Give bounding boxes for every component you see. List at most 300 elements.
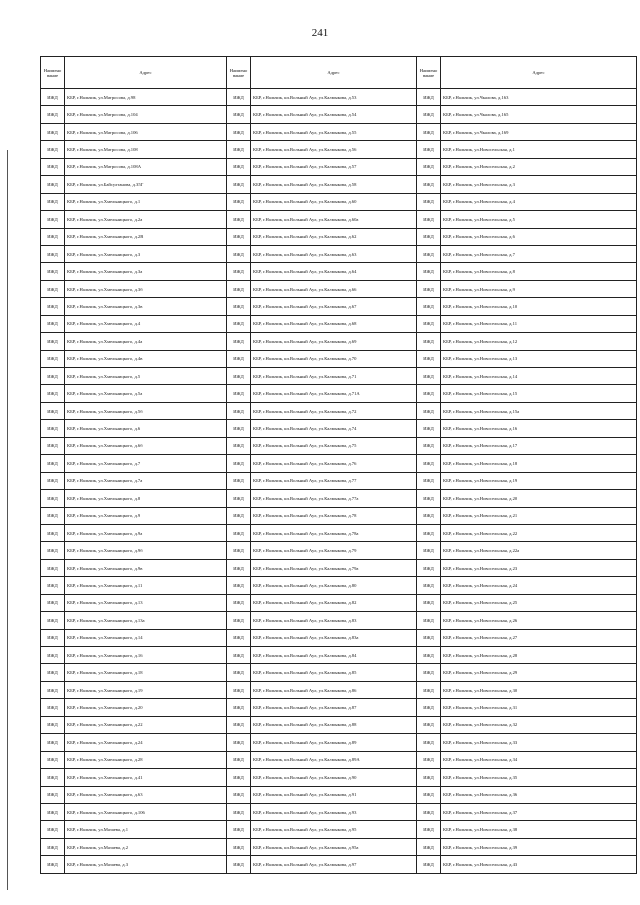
object-type-cell: ИЖД [41,89,65,106]
object-type-cell: ИЖД [227,368,251,385]
object-type-cell: ИЖД [227,681,251,698]
object-type-cell: ИЖД [227,786,251,803]
address-cell: КБР, г.Нальчик, ул.Новосельская, д.39 [441,838,637,855]
address-cell: КБР, г.Нальчик, ул.Новосельская, д.2 [441,158,637,175]
address-cell: КБР, г.Нальчик, кп.Вольный Аул, ул.Калмыкова, д.62 [251,228,417,245]
address-cell: КБР, г.Нальчик, ул.Новосельская, д.14 [441,368,637,385]
address-column-header: Адрес [65,57,227,89]
address-cell: КБР, г.Нальчик, кп.Вольный Аул, ул.Калмыкова, д.86 [251,681,417,698]
object-type-cell: ИЖД [227,542,251,559]
address-cell: КБР, г.Нальчик, ул.Хмельницкого, д.3в [65,298,227,315]
object-type-cell: ИЖД [227,245,251,262]
table-row [41,577,637,594]
address-cell: КБР, г.Нальчик, ул.Хмельницкого, д.28 [65,751,227,768]
object-type-cell: ИЖД [227,158,251,175]
address-cell: КБР, г.Нальчик, ул.Мазаева, д.3 [65,856,227,873]
object-type-cell: ИЖД [41,507,65,524]
object-type-cell: ИЖД [41,141,65,158]
address-cell: КБР, г.Нальчик, кп.Вольный Аул, ул.Калмыкова, д.63 [251,245,417,262]
table-row [41,821,637,838]
address-cell: КБР, г.Нальчик, ул.Новосельская, д.36 [441,786,637,803]
address-cell: КБР, г.Нальчик, кп.Вольный Аул, ул.Калмыкова, д.87 [251,699,417,716]
address-cell: КБР, г.Нальчик, кп.Вольный Аул, ул.Калмыкова, д.74 [251,420,417,437]
object-type-cell: ИЖД [41,211,65,228]
object-type-cell: ИЖД [227,769,251,786]
address-cell: КБР, г.Нальчик, ул.Хмельницкого, д.8 [65,490,227,507]
address-cell: КБР, г.Нальчик, кп.Вольный Аул, ул.Калмыкова, д.57 [251,158,417,175]
address-cell: КБР, г.Нальчик, ул.Хмельницкого, д.24 [65,734,227,751]
object-type-cell: ИЖД [41,542,65,559]
object-type-cell: ИЖД [417,559,441,576]
object-type-cell: ИЖД [417,280,441,297]
address-cell: КБР, г.Нальчик, ул.Хмельницкого, д.19 [65,681,227,698]
object-type-cell: ИЖД [227,716,251,733]
object-type-cell: ИЖД [227,699,251,716]
address-cell: КБР, г.Нальчик, ул.Хмельницкого, д.9 [65,507,227,524]
object-type-cell: ИЖД [41,734,65,751]
address-cell: КБР, г.Нальчик, кп.Вольный Аул, ул.Калмыкова, д.78а [251,524,417,541]
address-cell: КБР, г.Нальчик, ул.Новосельская, д.15 [441,385,637,402]
object-type-cell: ИЖД [417,647,441,664]
address-cell: КБР, г.Нальчик, ул.Хмельницкого, д.4а [65,333,227,350]
table-row [41,298,637,315]
object-type-cell: ИЖД [417,228,441,245]
address-cell: КБР, г.Нальчик, ул.Новосельская, д.11 [441,315,637,332]
table-row [41,228,637,245]
object-type-cell: ИЖД [41,245,65,262]
table-row [41,472,637,489]
address-cell: КБР, г.Нальчик, кп.Вольный Аул, ул.Калмыкова, д.64 [251,263,417,280]
address-cell: КБР, г.Нальчик, ул.Новосельская, д.25 [441,594,637,611]
object-type-cell: ИЖД [417,263,441,280]
object-type-cell: ИЖД [41,385,65,402]
address-cell: КБР, г.Нальчик, ул.Матросова, д.98 [65,89,227,106]
table-row [41,803,637,820]
address-cell: КБР, г.Нальчик, кп.Вольный Аул, ул.Калмыкова, д.88 [251,716,417,733]
address-cell: КБР, г.Нальчик, ул.Новосельская, д.30 [441,681,637,698]
address-cell: КБР, г.Нальчик, ул.Хмельницкого, д.7а [65,472,227,489]
table-row [41,856,637,873]
object-type-cell: ИЖД [417,123,441,140]
address-cell: КБР, г.Нальчик, ул.Новосельская, д.18 [441,455,637,472]
table-row [41,141,637,158]
object-type-cell: ИЖД [417,803,441,820]
page-number: 241 [311,27,329,39]
address-cell: КБР, г.Нальчик, ул.Хмельницкого, д.18 [65,664,227,681]
address-cell: КБР, г.Нальчик, ул.Новосельская, д.4 [441,193,637,210]
object-type-cell: ИЖД [227,856,251,873]
address-cell: КБР, г.Нальчик, ул.Новосельская, д.13 [441,350,637,367]
object-type-cell: ИЖД [227,298,251,315]
table-row [41,681,637,698]
table-row [41,838,637,855]
address-cell: КБР, г.Нальчик, ул.Новосельская, д.43 [441,856,637,873]
object-type-cell: ИЖД [41,594,65,611]
object-type-cell: ИЖД [41,158,65,175]
table-row [41,123,637,140]
table-row [41,594,637,611]
address-cell: КБР, г.Нальчик, кп.Вольный Аул, ул.Калмыкова, д.71А [251,385,417,402]
address-cell: КБР, г.Нальчик, ул.Новосельская, д.6 [441,228,637,245]
address-cell: КБР, г.Нальчик, ул.Хмельницкого, д.6б [65,437,227,454]
address-cell: КБР, г.Нальчик, ул.Новосельская, д.32 [441,716,637,733]
object-type-cell: ИЖД [417,298,441,315]
address-cell: КБР, г.Нальчик, ул.Новосельская, д.20 [441,490,637,507]
object-type-cell: ИЖД [417,699,441,716]
object-type-cell: ИЖД [41,647,65,664]
address-cell: КБР, г.Нальчик, кп.Вольный Аул, ул.Калмыкова, д.79а [251,559,417,576]
address-cell: КБР, г.Нальчик, ул.Чкалова, д.165 [441,106,637,123]
object-type-cell: ИЖД [227,280,251,297]
address-cell: КБР, г.Нальчик, кп.Вольный Аул, ул.Калмыкова, д.75 [251,437,417,454]
address-cell: КБР, г.Нальчик, ул.Новосельская, д.12 [441,333,637,350]
address-cell: КБР, г.Нальчик, ул.Матросова, д.104 [65,106,227,123]
object-type-cell: ИЖД [417,420,441,437]
address-cell: КБР, г.Нальчик, кп.Вольный Аул, ул.Калмыкова, д.95 [251,821,417,838]
address-cell: КБР, г.Нальчик, ул.Новосельская, д.7 [441,245,637,262]
address-cell: КБР, г.Нальчик, ул.Новосельская, д.22а [441,542,637,559]
address-cell: КБР, г.Нальчик, кп.Вольный Аул, ул.Калмыкова, д.91 [251,786,417,803]
address-cell: КБР, г.Нальчик, ул.Хмельницкого, д.3б [65,280,227,297]
address-cell: КБР, г.Нальчик, кп.Вольный Аул, ул.Калмыкова, д.68 [251,315,417,332]
table-row [41,559,637,576]
table-row [41,455,637,472]
object-type-cell: ИЖД [417,716,441,733]
address-cell: КБР, г.Нальчик, ул.Матросова, д.106 [65,123,227,140]
address-cell: КБР, г.Нальчик, кп.Вольный Аул, ул.Калмыкова, д.56 [251,141,417,158]
object-type-cell: ИЖД [417,350,441,367]
address-cell: КБР, г.Нальчик, ул.Новосельская, д.23 [441,559,637,576]
address-cell: КБР, г.Нальчик, ул.Новосельская, д.19 [441,472,637,489]
table-row [41,490,637,507]
object-type-cell: ИЖД [41,490,65,507]
table-row [41,89,637,106]
address-cell: КБР, г.Нальчик, кп.Вольный Аул, ул.Калмыкова, д.79 [251,542,417,559]
object-type-cell: ИЖД [417,141,441,158]
object-type-cell: ИЖД [227,647,251,664]
address-cell: КБР, г.Нальчик, кп.Вольный Аул, ул.Калмыкова, д.83 [251,612,417,629]
object-type-cell: ИЖД [41,176,65,193]
object-type-cell: ИЖД [41,577,65,594]
address-cell: КБР, г.Нальчик, ул.Хмельницкого, д.9а [65,524,227,541]
address-cell: КБР, г.Нальчик, ул.Хмельницкого, д.20 [65,699,227,716]
address-cell: КБР, г.Нальчик, ул.Новосельская, д.1 [441,141,637,158]
table-row [41,315,637,332]
address-cell: КБР, г.Нальчик, ул.Новосельская, д.16 [441,420,637,437]
object-type-cell: ИЖД [227,228,251,245]
address-cell: КБР, г.Нальчик, ул.Новосельская, д.9 [441,280,637,297]
object-type-cell: ИЖД [41,280,65,297]
table-row [41,542,637,559]
table-row [41,612,637,629]
object-type-cell: ИЖД [41,420,65,437]
object-type-cell: ИЖД [227,437,251,454]
address-cell: КБР, г.Нальчик, кп.Вольный Аул, ул.Калмыкова, д.60а [251,211,417,228]
object-type-cell: ИЖД [227,420,251,437]
address-cell: КБР, г.Нальчик, ул.Мазаева, д.1 [65,821,227,838]
address-cell: КБР, г.Нальчик, ул.Хмельницкого, д.6 [65,420,227,437]
object-type-cell: ИЖД [227,612,251,629]
object-type-cell: ИЖД [227,141,251,158]
address-cell: КБР, г.Нальчик, ул.Хмельницкого, д.22 [65,716,227,733]
table-row [41,245,637,262]
address-cell: КБР, г.Нальчик, ул.Новосельская, д.17 [441,437,637,454]
address-cell: КБР, г.Нальчик, ул.Хмельницкого, д.3а [65,263,227,280]
address-cell: КБР, г.Нальчик, кп.Вольный Аул, ул.Калмыкова, д.58 [251,176,417,193]
address-cell: КБР, г.Нальчик, ул.Новосельская, д.34 [441,751,637,768]
type-column-header: Наименование [227,57,251,89]
object-type-cell: ИЖД [227,315,251,332]
object-type-cell: ИЖД [417,786,441,803]
table-row [41,664,637,681]
address-cell: КБР, г.Нальчик, ул.Новосельская, д.8 [441,263,637,280]
object-type-cell: ИЖД [227,176,251,193]
address-cell: КБР, г.Нальчик, кп.Вольный Аул, ул.Калмыкова, д.77а [251,490,417,507]
address-cell: КБР, г.Нальчик, кп.Вольный Аул, ул.Калмыкова, д.95а [251,838,417,855]
address-cell: КБР, г.Нальчик, ул.Хмельницкого, д.5а [65,385,227,402]
object-type-cell: ИЖД [227,803,251,820]
object-type-cell: ИЖД [41,821,65,838]
object-type-cell: ИЖД [417,629,441,646]
object-type-cell: ИЖД [41,769,65,786]
address-cell: КБР, г.Нальчик, ул.Новосельская, д.22 [441,524,637,541]
object-type-cell: ИЖД [41,472,65,489]
address-cell: КБР, г.Нальчик, ул.Хмельницкого, д.2В [65,228,227,245]
address-cell: КБР, г.Нальчик, ул.Новосельская, д.33 [441,734,637,751]
address-cell: КБР, г.Нальчик, ул.Хмельницкого, д.11 [65,577,227,594]
object-type-cell: ИЖД [41,559,65,576]
address-cell: КБР, г.Нальчик, кп.Вольный Аул, ул.Калмыкова, д.82 [251,594,417,611]
object-type-cell: ИЖД [41,298,65,315]
object-type-cell: ИЖД [227,524,251,541]
left-margin-rule [7,150,8,890]
object-type-cell: ИЖД [417,245,441,262]
object-type-cell: ИЖД [417,211,441,228]
type-column-header: Наименование [417,57,441,89]
address-cell: КБР, г.Нальчик, ул.Байсултанова, д.35Г [65,176,227,193]
object-type-cell: ИЖД [41,437,65,454]
object-type-cell: ИЖД [41,524,65,541]
address-cell: КБР, г.Нальчик, кп.Вольный Аул, ул.Калмыкова, д.76 [251,455,417,472]
address-cell: КБР, г.Нальчик, кп.Вольный Аул, ул.Калмыкова, д.85 [251,664,417,681]
object-type-cell: ИЖД [417,524,441,541]
address-cell: КБР, г.Нальчик, кп.Вольный Аул, ул.Калмыкова, д.60 [251,193,417,210]
address-cell: КБР, г.Нальчик, ул.Хмельницкого, д.13 [65,594,227,611]
address-cell: КБР, г.Нальчик, кп.Вольный Аул, ул.Калмыкова, д.69 [251,333,417,350]
object-type-cell: ИЖД [227,472,251,489]
object-type-cell: ИЖД [227,106,251,123]
address-cell: КБР, г.Нальчик, кп.Вольный Аул, ул.Калмыкова, д.84 [251,647,417,664]
address-cell: КБР, г.Нальчик, ул.Хмельницкого, д.2а [65,211,227,228]
address-cell: КБР, г.Нальчик, ул.Новосельская, д.29 [441,664,637,681]
object-type-cell: ИЖД [227,263,251,280]
object-type-cell: ИЖД [227,350,251,367]
table-row [41,193,637,210]
object-type-cell: ИЖД [41,315,65,332]
address-cell: КБР, г.Нальчик, ул.Чкалова, д.169 [441,123,637,140]
object-type-cell: ИЖД [227,629,251,646]
address-cell: КБР, г.Нальчик, ул.Хмельницкого, д.1 [65,193,227,210]
object-type-cell: ИЖД [227,123,251,140]
address-cell: КБР, г.Нальчик, ул.Хмельницкого, д.3 [65,245,227,262]
address-cell: КБР, г.Нальчик, кп.Вольный Аул, ул.Калмыкова, д.97 [251,856,417,873]
object-type-cell: ИЖД [417,664,441,681]
table-row [41,106,637,123]
address-cell: КБР, г.Нальчик, кп.Вольный Аул, ул.Калмыкова, д.70 [251,350,417,367]
table-row [41,734,637,751]
object-type-cell: ИЖД [417,821,441,838]
object-type-cell: ИЖД [41,838,65,855]
object-type-cell: ИЖД [227,333,251,350]
object-type-cell: ИЖД [41,681,65,698]
address-cell: КБР, г.Нальчик, ул.Новосельская, д.21 [441,507,637,524]
address-cell: КБР, г.Нальчик, ул.Хмельницкого, д.4 [65,315,227,332]
table-row [41,420,637,437]
address-cell: КБР, г.Нальчик, ул.Хмельницкого, д.9б [65,542,227,559]
address-cell: КБР, г.Нальчик, кп.Вольный Аул, ул.Калмыкова, д.80 [251,577,417,594]
address-cell: КБР, г.Нальчик, ул.Хмельницкого, д.5б [65,402,227,419]
object-type-cell: ИЖД [417,681,441,698]
object-type-cell: ИЖД [227,821,251,838]
object-type-cell: ИЖД [227,89,251,106]
table-row [41,176,637,193]
address-cell: КБР, г.Нальчик, кп.Вольный Аул, ул.Калмыкова, д.67 [251,298,417,315]
table-row [41,385,637,402]
address-cell: КБР, г.Нальчик, ул.Мазаева, д.2 [65,838,227,855]
address-cell: КБР, г.Нальчик, кп.Вольный Аул, ул.Калмыкова, д.72 [251,402,417,419]
address-cell: КБР, г.Нальчик, ул.Новосельская, д.3 [441,176,637,193]
address-cell: КБР, г.Нальчик, ул.Хмельницкого, д.16 [65,647,227,664]
table-row [41,437,637,454]
object-type-cell: ИЖД [41,368,65,385]
address-cell: КБР, г.Нальчик, ул.Хмельницкого, д.63 [65,786,227,803]
object-type-cell: ИЖД [417,769,441,786]
address-cell: КБР, г.Нальчик, ул.Хмельницкого, д.4в [65,350,227,367]
object-type-cell: ИЖД [41,664,65,681]
object-type-cell: ИЖД [41,123,65,140]
table-row [41,629,637,646]
table-row [41,769,637,786]
address-cell: КБР, г.Нальчик, кп.Вольный Аул, ул.Калмыкова, д.53 [251,89,417,106]
object-type-cell: ИЖД [417,193,441,210]
table-row [41,507,637,524]
object-type-cell: ИЖД [227,734,251,751]
table-header-row [41,57,637,89]
address-cell: КБР, г.Нальчик, ул.Хмельницкого, д.9в [65,559,227,576]
object-type-cell: ИЖД [227,455,251,472]
object-type-cell: ИЖД [417,176,441,193]
object-type-cell: ИЖД [227,385,251,402]
table-row [41,211,637,228]
object-type-cell: ИЖД [227,211,251,228]
address-cell: КБР, г.Нальчик, кп.Вольный Аул, ул.Калмыкова, д.66 [251,280,417,297]
address-cell: КБР, г.Нальчик, кп.Вольный Аул, ул.Калмыкова, д.55 [251,123,417,140]
object-type-cell: ИЖД [227,559,251,576]
object-type-cell: ИЖД [417,542,441,559]
address-cell: КБР, г.Нальчик, кп.Вольный Аул, ул.Калмыкова, д.54 [251,106,417,123]
address-cell: КБР, г.Нальчик, кп.Вольный Аул, ул.Калмыкова, д.90 [251,769,417,786]
address-cell: КБР, г.Нальчик, ул.Новосельская, д.27 [441,629,637,646]
table-row [41,263,637,280]
address-cell: КБР, г.Нальчик, кп.Вольный Аул, ул.Калмыкова, д.89А [251,751,417,768]
address-cell: КБР, г.Нальчик, кп.Вольный Аул, ул.Калмыкова, д.77 [251,472,417,489]
object-type-cell: ИЖД [41,751,65,768]
address-cell: КБР, г.Нальчик, ул.Новосельская, д.35 [441,769,637,786]
table-row [41,402,637,419]
object-type-cell: ИЖД [417,577,441,594]
object-type-cell: ИЖД [417,106,441,123]
table-body [41,89,637,874]
object-type-cell: ИЖД [227,577,251,594]
object-type-cell: ИЖД [417,838,441,855]
address-cell: КБР, г.Нальчик, кп.Вольный Аул, ул.Калмыкова, д.71 [251,368,417,385]
address-cell: КБР, г.Нальчик, ул.Новосельская, д.10 [441,298,637,315]
object-type-cell: ИЖД [41,455,65,472]
address-register-table [40,56,637,874]
address-cell: КБР, г.Нальчик, ул.Новосельская, д.15а [441,402,637,419]
table-row [41,699,637,716]
address-cell: КБР, г.Нальчик, ул.Новосельская, д.28 [441,647,637,664]
object-type-cell: ИЖД [417,315,441,332]
address-column-header: Адрес [441,57,637,89]
object-type-cell: ИЖД [417,158,441,175]
table-row [41,368,637,385]
object-type-cell: ИЖД [41,263,65,280]
object-type-cell: ИЖД [417,385,441,402]
table-row [41,280,637,297]
address-cell: КБР, г.Нальчик, ул.Матросова, д.108 [65,141,227,158]
object-type-cell: ИЖД [41,350,65,367]
object-type-cell: ИЖД [227,490,251,507]
table-row [41,524,637,541]
address-cell: КБР, г.Нальчик, кп.Вольный Аул, ул.Калмыкова, д.93 [251,803,417,820]
object-type-cell: ИЖД [417,734,441,751]
address-cell: КБР, г.Нальчик, ул.Хмельницкого, д.14 [65,629,227,646]
address-cell: КБР, г.Нальчик, ул.Чкалова, д.163 [441,89,637,106]
object-type-cell: ИЖД [227,402,251,419]
object-type-cell: ИЖД [417,402,441,419]
object-type-cell: ИЖД [41,228,65,245]
object-type-cell: ИЖД [417,368,441,385]
object-type-cell: ИЖД [227,193,251,210]
address-cell: КБР, г.Нальчик, ул.Новосельская, д.38 [441,821,637,838]
object-type-cell: ИЖД [227,507,251,524]
object-type-cell: ИЖД [41,333,65,350]
object-type-cell: ИЖД [41,716,65,733]
object-type-cell: ИЖД [417,612,441,629]
address-cell: КБР, г.Нальчик, кп.Вольный Аул, ул.Калмыкова, д.78 [251,507,417,524]
address-cell: КБР, г.Нальчик, ул.Новосельская, д.37 [441,803,637,820]
address-cell: КБР, г.Нальчик, ул.Новосельская, д.31 [441,699,637,716]
address-cell: КБР, г.Нальчик, ул.Хмельницкого, д.7 [65,455,227,472]
object-type-cell: ИЖД [227,664,251,681]
address-cell: КБР, г.Нальчик, ул.Новосельская, д.24 [441,577,637,594]
table-row [41,350,637,367]
address-cell: КБР, г.Нальчик, ул.Хмельницкого, д.106 [65,803,227,820]
table-row [41,716,637,733]
object-type-cell: ИЖД [41,856,65,873]
object-type-cell: ИЖД [41,612,65,629]
object-type-cell: ИЖД [227,594,251,611]
table-row [41,158,637,175]
object-type-cell: ИЖД [417,472,441,489]
address-column-header: Адрес [251,57,417,89]
object-type-cell: ИЖД [227,838,251,855]
table-row [41,333,637,350]
object-type-cell: ИЖД [417,490,441,507]
object-type-cell: ИЖД [41,699,65,716]
object-type-cell: ИЖД [41,786,65,803]
